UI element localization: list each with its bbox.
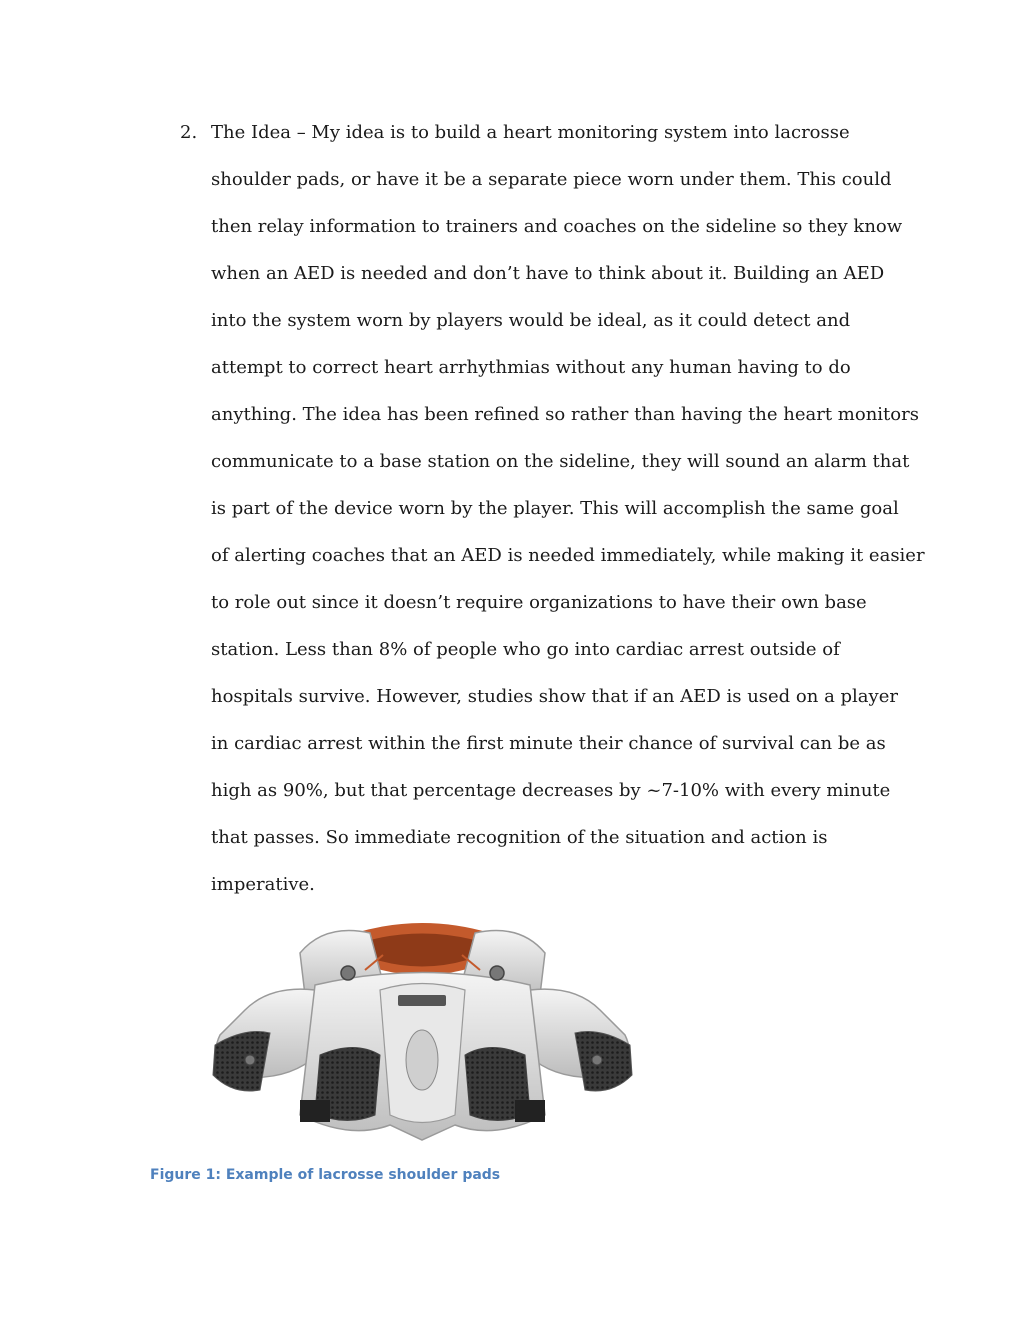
idea-paragraph — [211, 121, 925, 920]
paragraph-line: of alerting coaches that an AED is needed immediately, while making it easier — [211, 545, 925, 566]
paragraph-line: is part of the device worn by the player. This will accomplish the same goal — [211, 498, 899, 519]
paragraph-line: imperative. — [211, 874, 315, 895]
paragraph-line: communicate to a base station on the sideline, they will sound an alarm that — [211, 451, 910, 472]
paragraph-line: The Idea – My idea is to build a heart monitoring system into lacrosse — [211, 122, 850, 143]
paragraph-line: shoulder pads, or have it be a separate piece worn under them. This could — [211, 169, 892, 190]
list-number: 2. — [180, 122, 198, 143]
paragraph-line: anything. The idea has been refined so rather than having the heart monitors — [211, 404, 919, 425]
paragraph-line: into the system worn by players would be ideal, as it could detect and — [211, 310, 851, 331]
lacrosse-shoulder-pads-image — [205, 915, 640, 1150]
paragraph-line: then relay information to trainers and coaches on the sideline so they know — [211, 216, 903, 237]
paragraph-line: when an AED is needed and don’t have to think about it. Building an AED — [211, 263, 885, 284]
figure-caption: Figure 1: Example of lacrosse shoulder pads — [150, 1167, 501, 1183]
paragraph-line: in cardiac arrest within the first minute their chance of survival can be as — [211, 733, 886, 754]
paragraph-line: high as 90%, but that percentage decreases by ~7-10% with every minute — [211, 780, 891, 801]
paragraph-line: station. Less than 8% of people who go into cardiac arrest outside of — [211, 639, 840, 660]
paragraph-line: that passes. So immediate recognition of the situation and action is — [211, 827, 828, 848]
paragraph-line: to role out since it doesn’t require organizations to have their own base — [211, 592, 867, 613]
paragraph-line: attempt to correct heart arrhythmias without any human having to do — [211, 357, 851, 378]
paragraph-line: hospitals survive. However, studies show that if an AED is used on a player — [211, 686, 898, 707]
